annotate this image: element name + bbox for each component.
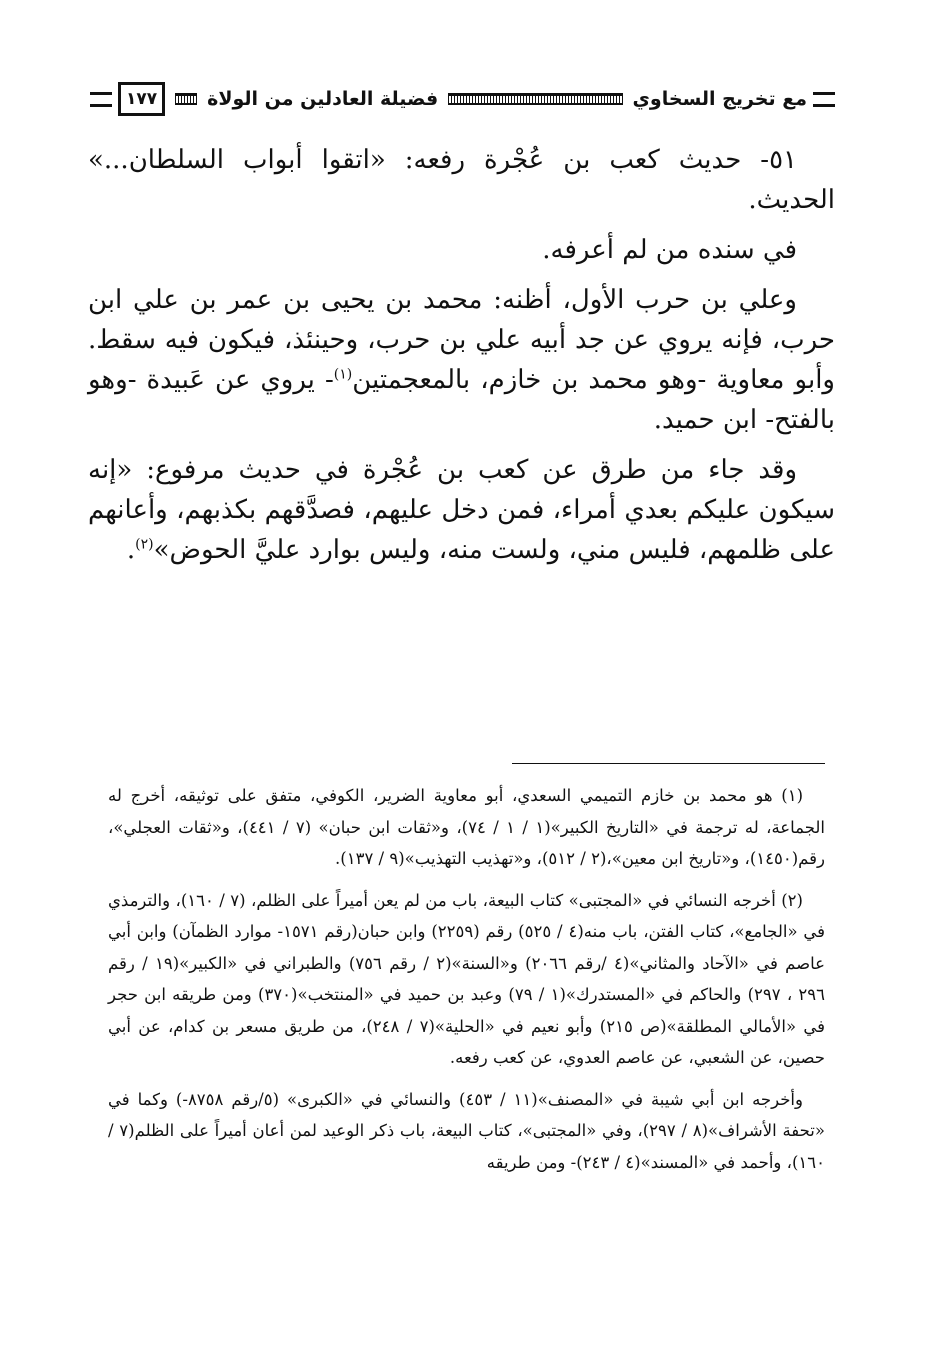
running-header	[90, 76, 835, 122]
main-text	[88, 140, 835, 580]
isnad-comment-paragraph: في سنده من لم أعرفه.	[542, 235, 797, 265]
header-book-title: فضيلة العادلين من الولاة	[207, 88, 439, 110]
header-ornament-bars-end	[90, 92, 112, 107]
supporting-hadith-paragraph	[88, 450, 835, 570]
footnote-ref-1[interactable]: (١)	[333, 366, 353, 383]
footnote-ref-2[interactable]: (٢)	[135, 536, 154, 553]
narrator-analysis-text-cont: - يروي عن عَبيدة -وهو بالفتح- ابن حميد.	[88, 365, 835, 435]
supporting-hadith-text: وقد جاء من طرق عن كعب بن عُجْرة في حديث مرفوع: «إنه سيكون عليكم بعدي أمراء، فمن دخل عليهم، فصدَّقهم بكذبهم، وأعانهم على ظلمهم، فليس مني، ولست منه، وليس بوارد عليَّ الحوض»	[88, 455, 835, 565]
header-ornament-bars	[813, 92, 835, 107]
hadith-paragraph: ٥١- حديث كعب بن عُجْرة رفعه: «اتقوا أبواب السلطان...» الحديث.	[88, 145, 835, 215]
narrator-analysis-paragraph	[88, 280, 835, 440]
footnotes	[108, 780, 825, 1188]
footnote-2: (٢) أخرجه النسائي في «المجتبى» كتاب البيعة، باب من لم يعن أميراً على الظلم، (٧ / ١٦٠)، والترمذي في «الجامع»، كتاب الفتن، باب منه(٤ / ٥٢٥) رقم (٢٢٥٩) وابن حبان(رقم ١٥٧١- موارد الظمآن) وابن أبي عاصم في «الآحاد والمثاني»(٤ /رقم ٢٠٦٦) و«السنة»(٢ / رقم ٧٥٦) والطبراني في «الكبير»(١٩ / رقم ٢٩٦ ، ٢٩٧) والحاكم في «المستدرك»(١ / ٧٩) وعبد بن حميد في «المنتخب»(٣٧٠) ومن طريقه ابن حجر في «الأمالي المطلقة»(ص ٢١٥) وأبو نعيم في «الحلية»(٧ / ٢٤٨)، من طريق مسعر بن كدام، عن أبي حصين، عن الشعبي، عن عاصم العدوي، عن كعب رفعه.	[108, 890, 826, 1067]
narrator-analysis-text: وعلي بن حرب الأول، أظنه: محمد بن يحيى بن عمر بن علي ابن حرب، فإنه يروي عن جد أبيه علي بن حرب، وحينئذ، فيكون فيه سقط. وأبو معاوية -وهو محمد بن خازم، بالمعجمتين	[88, 285, 835, 395]
page-number: ١٧٧	[118, 82, 165, 116]
footnote-separator	[512, 763, 825, 764]
header-rule-short	[175, 93, 197, 105]
header-attribution: مع تخريج السخاوي	[632, 88, 807, 110]
supporting-hadith-end: .	[126, 535, 136, 565]
footnote-2-continued: وأخرجه ابن أبي شيبة في «المصنف»(١١ / ٤٥٣) والنسائي في «الكبرى» (٥/رقم ٨٧٥٨-) وكما في «تحفة الأشراف»(٨ / ٢٩٧)، وفي «المجتبى»، كتاب البيعة، باب ذكر الوعيد لمن أعان أميراً على الظلم(٧ / ١٦٠)، وأحمد في «المسند»(٤ / ٢٤٣)- ومن طريقه	[108, 1089, 825, 1172]
footnote-1: (١) هو محمد بن خازم التميمي السعدي، أبو معاوية الضرير، الكوفي، متفق على توثيقه، أخرج له الجماعة، له ترجمة في «التاريخ الكبير»(١ / ١ / ٧٤)، و«ثقات ابن حبان» (٧ / ٤٤١)، و«ثقات العجلي»، رقم(١٤٥٠)، و«تاريخ ابن معين»،(٢ / ٥١٢)، و«تهذيب التهذيب»(٩ / ١٣٧).	[108, 786, 825, 868]
header-rule	[448, 93, 622, 105]
